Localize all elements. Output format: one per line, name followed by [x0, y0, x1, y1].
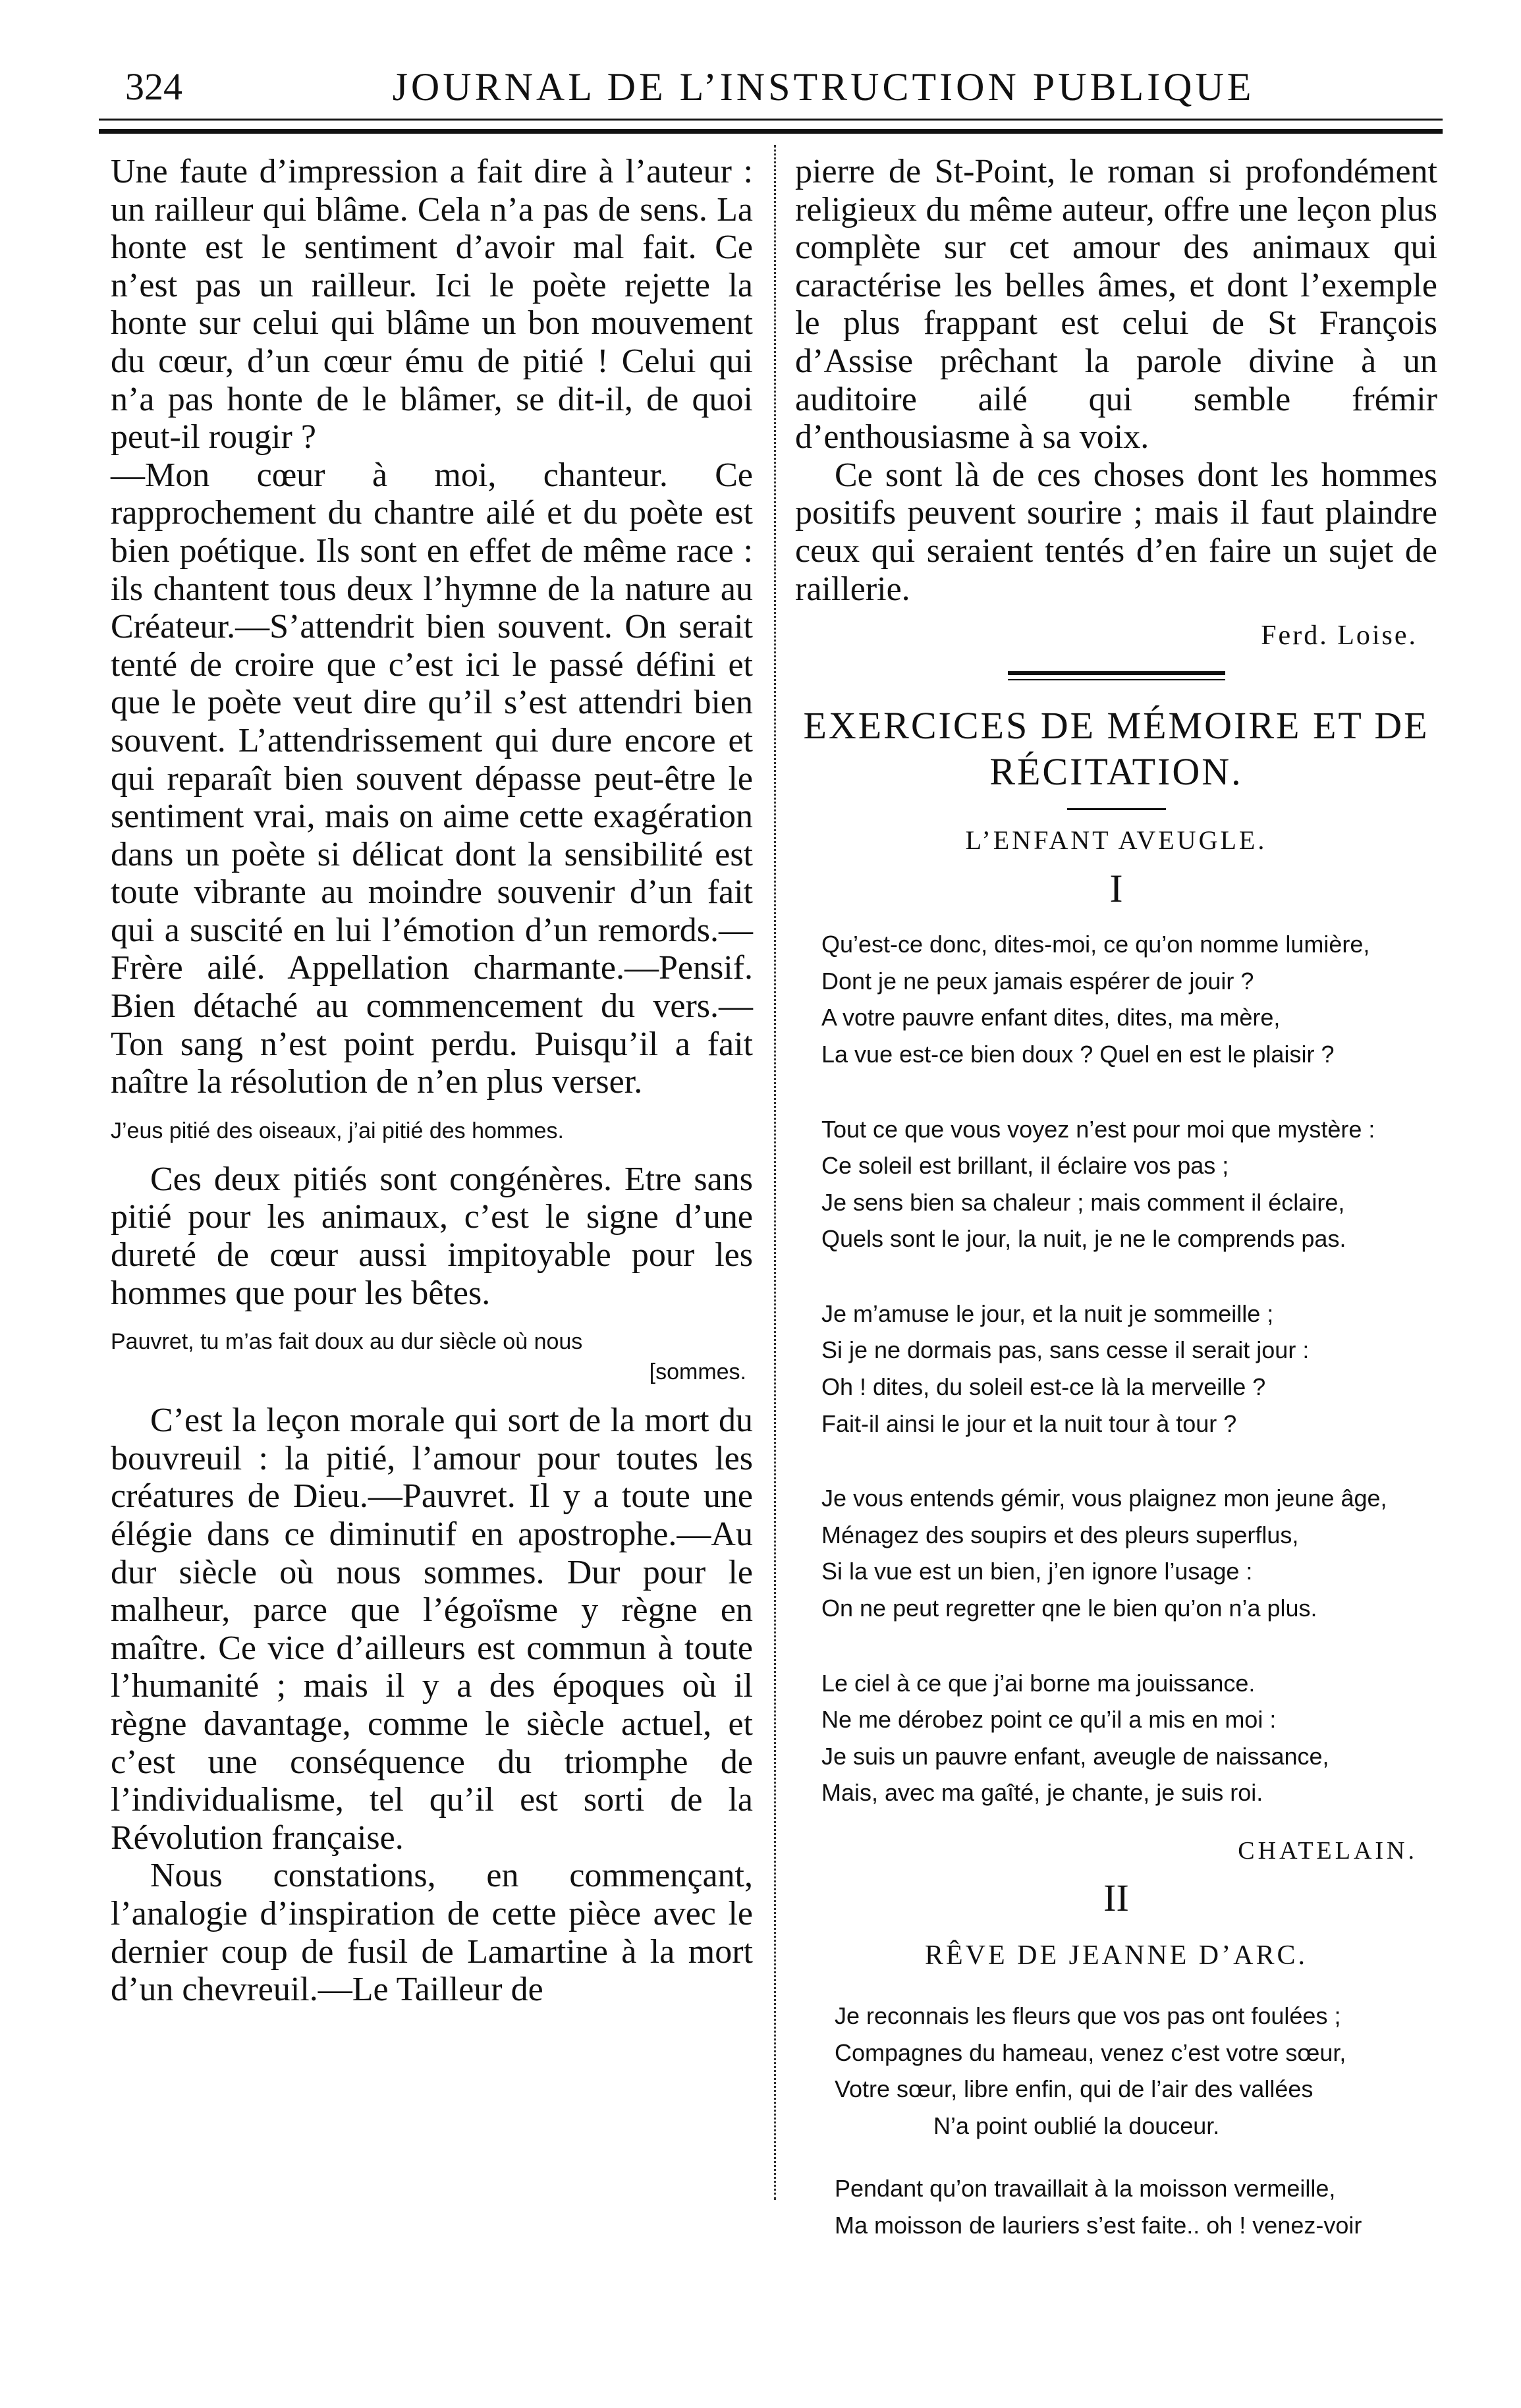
poem-author: CHATELAIN. [1238, 1837, 1418, 1865]
verse-line: On ne peut regretter qne le bien qu’on n’a plus. [821, 1595, 1317, 1622]
verse-line: Je vous entends gémir, vous plaignez mon jeune âge, [821, 1485, 1387, 1512]
short-rule [1067, 808, 1166, 810]
stanza [821, 1480, 1437, 1626]
section-rule [1008, 671, 1225, 680]
paragraph: Ces deux pitiés sont congénères. Etre sans pitié pour les animaux, c’est le signe d’une dureté de cœur aussi impitoyable pour les hommes que pour les bêtes. [111, 1160, 753, 1312]
verse-line: Je m’amuse le jour, et la nuit je sommeille ; [821, 1300, 1274, 1327]
verse-quote-continuation: [sommes. [649, 1359, 746, 1385]
verse-line: A votre pauvre enfant dites, dites, ma mère, [821, 1004, 1281, 1031]
verse-line: Compagnes du hameau, venez c’est votre sœur, [835, 2039, 1346, 2066]
verse-line: Je suis un pauvre enfant, aveugle de naissance, [821, 1742, 1329, 1770]
verse-line: Le ciel à ce que j’ai borne ma jouissance. [821, 1669, 1256, 1697]
verse-quote: J’eus pitié des oiseaux, j’ai pitié des hommes. [111, 1118, 564, 1143]
verse-line: Je reconnais les fleurs que vos pas ont foulées ; [835, 2002, 1341, 2029]
page-number: 324 [125, 65, 182, 108]
paragraph: C’est la leçon morale qui sort de la mort du bouvreuil : la pitié, l’amour pour toutes les créatures de Dieu.—Pauvret. Il y a toute une élégie dans ce diminutif en apostrophe.—Au dur siècle où nous sommes. Dur pour le malheur, parce que l’égoïsme y règne en maître. Ce vice d’ailleurs est commun à toute l’humanité ; mais il y a des époques où il règne davantage, comme le siècle actuel, et c’est une conséquence du triomphe de l’individualisme, tel qu’il est sorti de la Révolution française. [111, 1402, 753, 1857]
column-divider [774, 145, 776, 2200]
verse-line: La vue est-ce bien doux ? Quel en est le plaisir ? [821, 1040, 1335, 1068]
verse-line: Quels sont le jour, la nuit, je ne le comprends pas. [821, 1225, 1346, 1253]
poem-title: RÊVE DE JEANNE D’ARC. [925, 1940, 1308, 1971]
header-rule-thick [99, 129, 1443, 134]
header-rule [99, 119, 1443, 121]
verse-line: Dont je ne peux jamais espérer de jouir ? [821, 967, 1254, 995]
stanza [835, 1998, 1437, 2144]
verse-line: Mais, avec ma gaîté, je chante, je suis roi. [821, 1779, 1263, 1807]
verse-line: Tout ce que vous voyez n’est pour moi que mystère : [821, 1115, 1375, 1143]
page-header [99, 51, 1443, 124]
paragraph: Nous constations, en commençant, l’analogie d’inspiration de cette pièce avec le dernier coup de fusil de Lamartine à la mort d’un chevreuil.—Le Tailleur de [111, 1857, 753, 2009]
paragraph: Une faute d’impression a fait dire à l’auteur : un railleur qui blâme. Cela n’a pas de sens. La honte est le sentiment d’avoir mal fait. Ce n’est pas un railleur. Ici le poète rejette la honte sur celui qui blâme un bon mouvement du cœur, d’un cœur ému de pitié ! Celui qui n’a pas honte de le blâmer, se dit-il, de quoi peut-il rougir ? [111, 153, 753, 456]
right-column [795, 153, 1437, 2270]
paragraph: Ce sont là de ces choses dont les hommes positifs peuvent sourire ; mais il faut plaindre ceux qui seraient tentés d’en faire un sujet de raillerie. [795, 456, 1437, 608]
verse-line: Si je ne dormais pas, sans cesse il serait jour : [821, 1336, 1310, 1364]
stanza [821, 1296, 1437, 1442]
section-title: EXERCICES DE MÉMOIRE ET DE RÉCITATION. [803, 704, 1429, 794]
verse-line: Votre sœur, libre enfin, qui de l’air des vallées [835, 2075, 1314, 2103]
verse-line: Si la vue est un bien, j’en ignore l’usage : [821, 1558, 1253, 1585]
verse-line: Ménagez des soupirs et des pleurs superflus, [821, 1521, 1299, 1548]
paragraph: —Mon cœur à moi, chanteur. Ce rapprochement du chantre ailé et du poète est bien poétique. Ils sont en effet de même race : ils chantent tous deux l’hymne de la nature au Créateur.—S’attendrit bien souvent. On serait tenté de croire que c’est ici le passé défini et que le poète veut dire qu’il s’est attendri bien souvent. L’attendrissement qui dure encore et qui reparaît bien souvent dépasse peut-être le sentiment vrai, mais on aime cette exagération dans un poète si délicat dont la sensibilité est toute vibrante au moindre souvenir d’un fait qui a suscité en lui l’émotion d’un remords.—Frère ailé. Appellation charmante.—Pensif. Bien détaché au commencement du vers.—Ton sang n’est point perdu. Puisqu’il a fait naître la résolution de n’en plus verser. [111, 456, 753, 1101]
verse-quote: Pauvret, tu m’as fait doux au dur siècle où nous [111, 1329, 583, 1355]
stanza [821, 926, 1437, 1072]
poem-part-number: I [1109, 867, 1123, 911]
verse-line: Ne me dérobez point ce qu’il a mis en moi : [821, 1706, 1277, 1734]
stanza [835, 2170, 1437, 2243]
paragraph: pierre de St-Point, le roman si profondément religieux du même auteur, offre une leçon plus complète sur cet amour des animaux qui caractérise les belles âmes, et dont l’exemple le plus frappant est celui de St François d’Assise prêchant la parole divine à un auditoire ailé qui semble frémir d’enthousiasme à sa voix. [795, 153, 1437, 456]
poem-title: L’ENFANT AVEUGLE. [965, 825, 1267, 856]
poem-part-number: II [1103, 1876, 1129, 1919]
verse-line: Pendant qu’on travaillait à la moisson vermeille, [835, 2175, 1336, 2203]
verse-line: Je sens bien sa chaleur ; mais comment il éclaire, [821, 1188, 1345, 1216]
verse-line: Ce soleil est brillant, il éclaire vos pas ; [821, 1152, 1229, 1180]
verse-line: Ma moisson de lauriers s’est faite.. oh ! venez-voir [835, 2211, 1362, 2239]
running-title: JOURNAL DE L’INSTRUCTION PUBLIQUE [392, 65, 1255, 109]
verse-line: Qu’est-ce donc, dites-moi, ce qu’on nomme lumière, [821, 931, 1370, 958]
verse-line: Oh ! dites, du soleil est-ce là la merveille ? [821, 1373, 1266, 1401]
verse-line: N’a point oublié la douceur. [933, 2112, 1220, 2139]
stanza [821, 1665, 1437, 1811]
stanza [821, 1111, 1437, 1257]
verse-line: Fait-il ainsi le jour et la nuit tour à tour ? [821, 1409, 1237, 1437]
left-column [111, 153, 753, 2009]
signature: Ferd. Loise. [1261, 620, 1418, 651]
